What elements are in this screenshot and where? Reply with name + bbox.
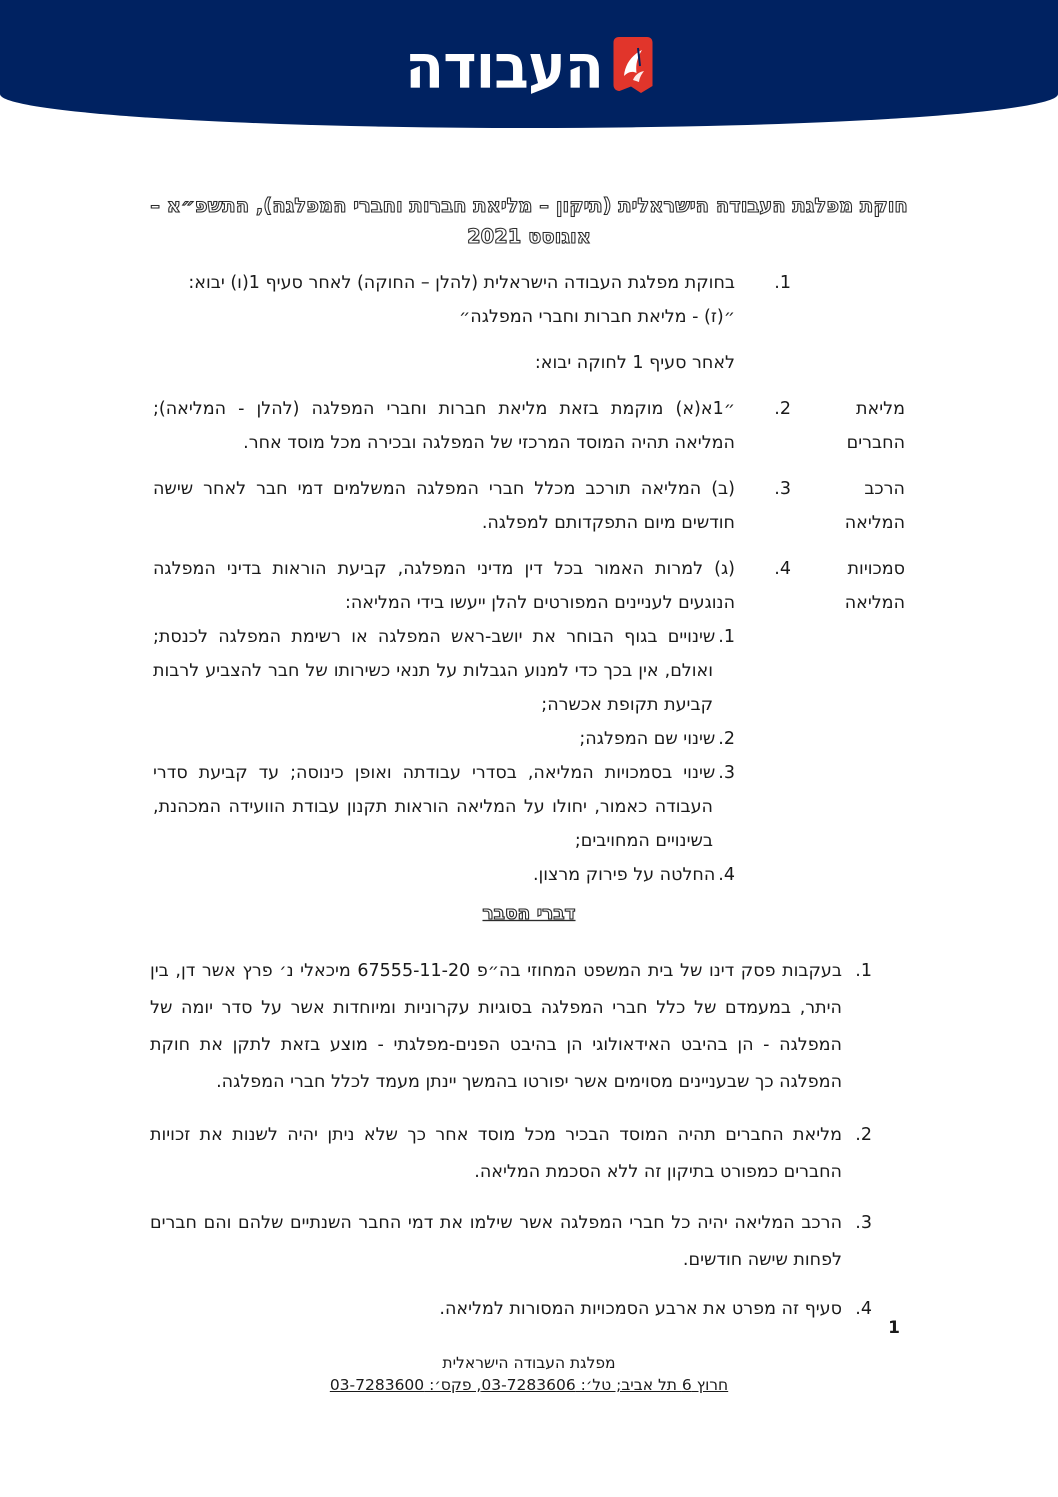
item-2-number: 2. <box>718 729 735 749</box>
section-4 <box>153 552 905 892</box>
item-4-number: 4. <box>718 865 735 885</box>
item-3-text: שינוי בסמכויות המליאה, בסדרי עבודתה ואופן כינוסה; עד קביעת סדרי העבודה כאמור, יחולו על המליאה הוראות תקנון עבודת הוועידה המכהנת, בשינויים המחויבים; <box>153 763 716 851</box>
explanation-4-number: 4. <box>855 1299 872 1319</box>
section-1-line-1: בחוקת מפלגת העבודה הישראלית (להלן – החוקה) לאחר סעיף 1(ו) יבוא: <box>188 273 735 293</box>
section-1-quoted-line: ״(ז) - מליאת חברות וחברי המפלגה״ <box>459 307 735 327</box>
section-4-margin-label: סמכויות המליאה <box>844 559 905 613</box>
section-3-number: 3. <box>774 479 791 499</box>
section-4-item-1 <box>153 620 735 722</box>
section-2-text: ״1א(א) מוקמת בזאת מליאת חברות וחברי המפלגה (להלן - המליאה); המליאה תהיה המוסד המרכזי של המפלגה ובכירה מכל מוסד אחר. <box>153 399 735 453</box>
section-3-margin-label: הרכב המליאה <box>844 479 905 533</box>
explanation-paragraph-4 <box>150 1291 872 1328</box>
section-1-text <box>153 266 735 380</box>
title-line-2: אוגוסט 2021 <box>467 225 591 248</box>
item-1-number: 1. <box>718 627 735 647</box>
item-2-text: שינוי שם המפלגה; <box>579 729 716 749</box>
footer <box>0 1352 1058 1396</box>
section-2-number: 2. <box>774 399 791 419</box>
section-2 <box>153 392 905 460</box>
amendment-body <box>153 266 905 904</box>
explanation-heading: דברי הסבר <box>482 903 576 924</box>
footer-party-name: מפלגת העבודה הישראלית <box>442 1354 616 1372</box>
explanation-3-number: 3. <box>855 1213 872 1233</box>
document-title <box>80 190 978 252</box>
item-3-number: 3. <box>718 763 735 783</box>
explanation-4-text: סעיף זה מפרט את ארבע הסמכויות המסורות למליאה. <box>439 1299 842 1319</box>
section-4-number: 4. <box>774 559 791 579</box>
section-4-text <box>153 552 735 892</box>
party-name: העבודה <box>404 30 604 103</box>
explanation-1-number: 1. <box>855 961 872 981</box>
explanation-paragraph-1 <box>150 953 872 1101</box>
section-4-item-3 <box>153 756 735 858</box>
section-4-intro: (ג) למרות האמור בכל דין מדיני המפלגה, קביעת הוראות בדיני המפלגה הנוגעים לעניינים המפורטים להלן ייעשו בידי המליאה: <box>153 559 735 613</box>
section-1-followup: לאחר סעיף 1 לחוקה יבוא: <box>534 353 735 373</box>
section-4-item-2 <box>153 722 735 756</box>
explanation-3-text: הרכב המליאה יהיה כל חברי המפלגה אשר שילמו את דמי החבר השנתיים שלהם והם חברים לפחות שישה חודשים. <box>150 1213 842 1270</box>
title-line-1: חוקת מפלגת העבודה הישראלית (תיקון – מליאת חברות וחברי המפלגה), התשפ״א – <box>150 194 908 217</box>
explanation-paragraph-3 <box>150 1205 872 1279</box>
explanation-2-text: מליאת החברים תהיה המוסד הבכיר מכל מוסד אחר כך שלא ניתן יהיה לשנות את זכויות החברים כמפורט בתיקון זה ללא הסכמת המליאה. <box>150 1125 842 1182</box>
section-3-text: (ב) המליאה תורכב מכלל חברי המפלגה המשלמים דמי חבר לאחר שישה חודשים מיום התפקדותם למפלגה. <box>153 479 735 533</box>
party-logo <box>0 30 1058 103</box>
explanation-paragraph-2 <box>150 1117 872 1191</box>
explanation-body <box>150 953 872 1328</box>
section-4-item-4 <box>153 858 735 892</box>
labor-flag-icon <box>613 36 653 98</box>
section-3 <box>153 472 905 540</box>
explanation-2-number: 2. <box>855 1125 872 1145</box>
page-number: 1 <box>888 1318 900 1338</box>
section-2-margin-label: מליאת החברים <box>846 399 905 453</box>
section-1-number: 1. <box>774 273 791 293</box>
item-4-text: החלטה על פירוק מרצון. <box>532 865 716 885</box>
explanation-1-text: בעקבות פסק דינו של בית המשפט המחוזי בה״פ 67555-11-20 מיכאלי נ׳ פרץ אשר דן, בין היתר, במעמדם של כלל חברי המפלגה בסוגיות עקרוניות ומיוחדות אשר על סדר יומה של המפלגה - הן בהיבט האידאולוגי הן בהיבט הפנים-מפלגתי - מוצע בזאת לתקן את חוקת המפלגה כך שבעניינים מסוימים אשר יפורטו בהמשך יינתן מעמד לכלל חברי המפלגה. <box>150 961 842 1092</box>
section-1-margin-label <box>805 266 905 380</box>
section-1 <box>153 266 905 380</box>
footer-address-phone: חרוץ 6 תל אביב; טל׳: 03-7283606, פקס׳: 03-7283600 <box>329 1376 729 1394</box>
item-1-text: שינויים בגוף הבוחר את יושב-ראש המפלגה או רשימת המפלגה לכנסת; ואולם, אין בכך כדי למנוע הגבלות על תנאי כשירותו של חבר להצביע לרבות קביעת תקופת אכשרה; <box>153 627 716 715</box>
